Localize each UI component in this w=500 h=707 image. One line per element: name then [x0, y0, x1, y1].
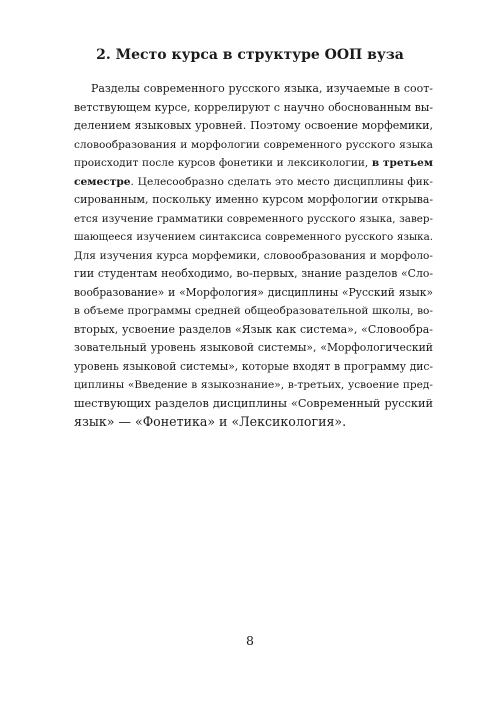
text-line: шествующих разделов дисциплины «Современный русский	[74, 396, 433, 410]
text-line: циплины «Введение в языкознание», в-третьих, усвоение пред-	[74, 379, 433, 391]
text-line: гии студентам необходимо, во-первых, знание разделов «Сло-	[74, 267, 433, 280]
text-fragment: . Целесообразно сделать это место дисциплины фик-	[130, 174, 433, 188]
text-line: язык» — «Фонетика» и «Лексикология».	[74, 414, 347, 429]
text-line: зовательный уровень языковой системы», «Морфологический	[74, 341, 433, 354]
text-line	[74, 154, 433, 173]
text-line: шающееся изучением синтаксиса современного русского языка.	[74, 231, 433, 243]
text-line: Разделы современного русского языка, изучаемые в соот-	[91, 82, 433, 95]
text-line: Для изучения курса морфемики, словообразования и морфоло-	[74, 249, 433, 262]
text-line: уровень языковой системы», которые входят в программу дис-	[74, 359, 433, 373]
text-line: в объеме программы средней общеобразовательной школы, во-	[74, 305, 433, 317]
text-line: ется изучение грамматики современного русского языка, завер-	[74, 212, 433, 225]
body-paragraph	[74, 80, 433, 432]
text-fragment: происходит после курсов фонетики и лексикологии,	[74, 157, 369, 169]
text-line: вторых, усвоение разделов «Язык как система», «Словообра-	[74, 322, 433, 336]
emphasis-text: в третьем	[371, 157, 433, 169]
text-line: словообразования и морфологии современного русского языка	[74, 138, 433, 151]
text-line: вообразование» и «Морфология» дисциплины «Русский язык»	[74, 285, 433, 299]
text-line: делением языковых уровней. Поэтому освоение морфемики,	[74, 119, 433, 132]
text-line: ветствующем курсе, коррелируют с научно обоснованным вы-	[74, 100, 433, 114]
page-number: 8	[246, 633, 254, 648]
text-line	[74, 173, 433, 192]
text-line: сированным, поскольку именно курсом морфологии открыва-	[74, 193, 433, 206]
section-heading: 2. Место курса в структуре ООП вуза	[96, 47, 404, 63]
emphasis-text: семестре	[74, 174, 131, 188]
